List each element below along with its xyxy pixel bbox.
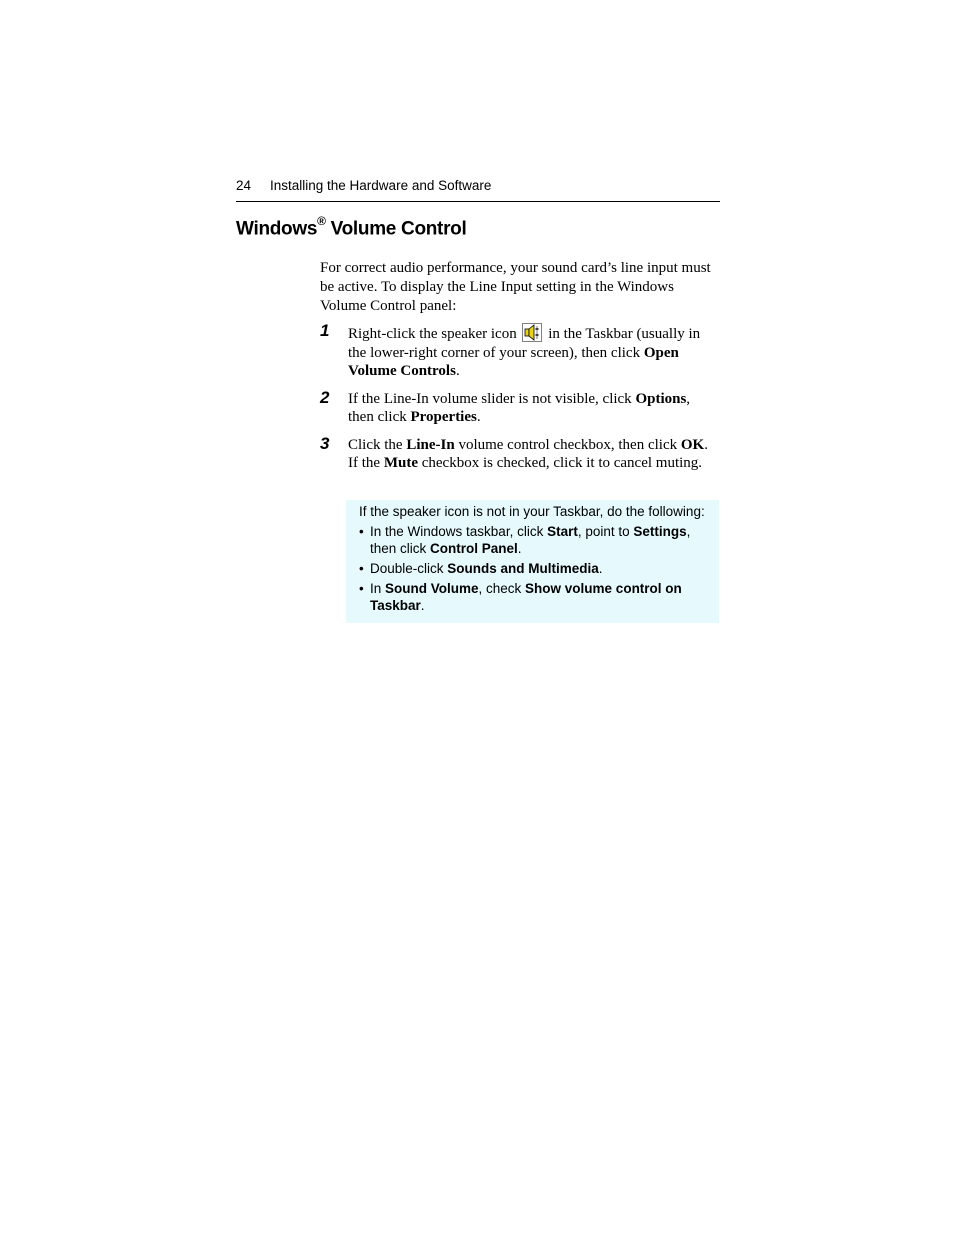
- ui-label-properties: Properties: [410, 409, 477, 425]
- note-text: , then click: [370, 524, 691, 556]
- ui-label-ok: OK: [680, 436, 705, 453]
- section-title-rest: Volume Control: [325, 218, 467, 240]
- step-1: [320, 323, 716, 381]
- speaker-icon: [522, 323, 542, 342]
- ui-label-show-volume-control: Show volume control on Taskbar: [370, 581, 682, 613]
- ui-label-line-in: Line-In: [406, 436, 455, 453]
- note-text: .: [517, 541, 522, 556]
- section-title: [236, 216, 466, 240]
- step-text: .: [455, 363, 460, 379]
- bullet-icon: •: [359, 561, 364, 576]
- ui-label-control-panel: Control Panel: [430, 541, 518, 556]
- bullet-icon: •: [359, 524, 364, 539]
- page-number: 24: [236, 178, 252, 193]
- step-text: checkbox is checked, click it to cancel muting.: [417, 455, 703, 471]
- ui-label-sound-volume: Sound Volume: [385, 581, 479, 596]
- section-title-main: Windows: [236, 218, 318, 240]
- note-text: In: [370, 581, 386, 596]
- step-text: . If the: [348, 436, 708, 471]
- note-text: .: [598, 561, 603, 576]
- bullet-icon: •: [359, 581, 364, 596]
- note-item: [359, 523, 707, 557]
- note-box: [346, 500, 719, 623]
- note-text: , check: [478, 581, 526, 596]
- step-2: [320, 387, 716, 427]
- note-text: .: [420, 598, 425, 613]
- note-text: In the Windows taskbar, click: [370, 524, 548, 539]
- ui-label-open-volume-controls: Open Volume Controls: [348, 344, 679, 379]
- note-item: [359, 580, 707, 614]
- step-text: Right-click the speaker icon: [348, 326, 521, 342]
- note-item: [359, 560, 707, 577]
- step-number: 3: [320, 433, 330, 453]
- step-text: If the Line-In volume slider is not visible, click: [348, 390, 636, 407]
- chapter-title: Installing the Hardware and Software: [270, 178, 492, 193]
- ui-label-sounds-and-multimedia: Sounds and Multimedia: [447, 561, 599, 576]
- note-list: [359, 523, 707, 614]
- note-text: Double-click: [370, 561, 448, 576]
- note-intro: If the speaker icon is not in your Taskbar, do the following:: [359, 504, 705, 519]
- note-text: , point to: [577, 524, 634, 539]
- step-text: volume control checkbox, then click: [454, 436, 681, 453]
- intro-paragraph: For correct audio performance, your sound card’s line input must be active. To display the Line Input setting in the Windows Volume Control panel:: [320, 260, 711, 314]
- step-text: Click the: [348, 436, 407, 453]
- step-text: .: [476, 409, 481, 425]
- ui-label-mute: Mute: [383, 455, 418, 471]
- step-3: [320, 433, 716, 473]
- step-number: 1: [320, 321, 330, 340]
- step-text: in the Taskbar (usually in the lower-right corner of your screen), then click: [348, 326, 701, 361]
- registered-mark: ®: [317, 214, 326, 228]
- step-list: [320, 323, 716, 482]
- running-header: [236, 178, 720, 202]
- step-text: , then click: [348, 390, 691, 425]
- ui-label-start: Start: [547, 524, 578, 539]
- ui-label-settings: Settings: [633, 524, 687, 539]
- step-number: 2: [320, 387, 330, 407]
- ui-label-options: Options: [635, 390, 687, 407]
